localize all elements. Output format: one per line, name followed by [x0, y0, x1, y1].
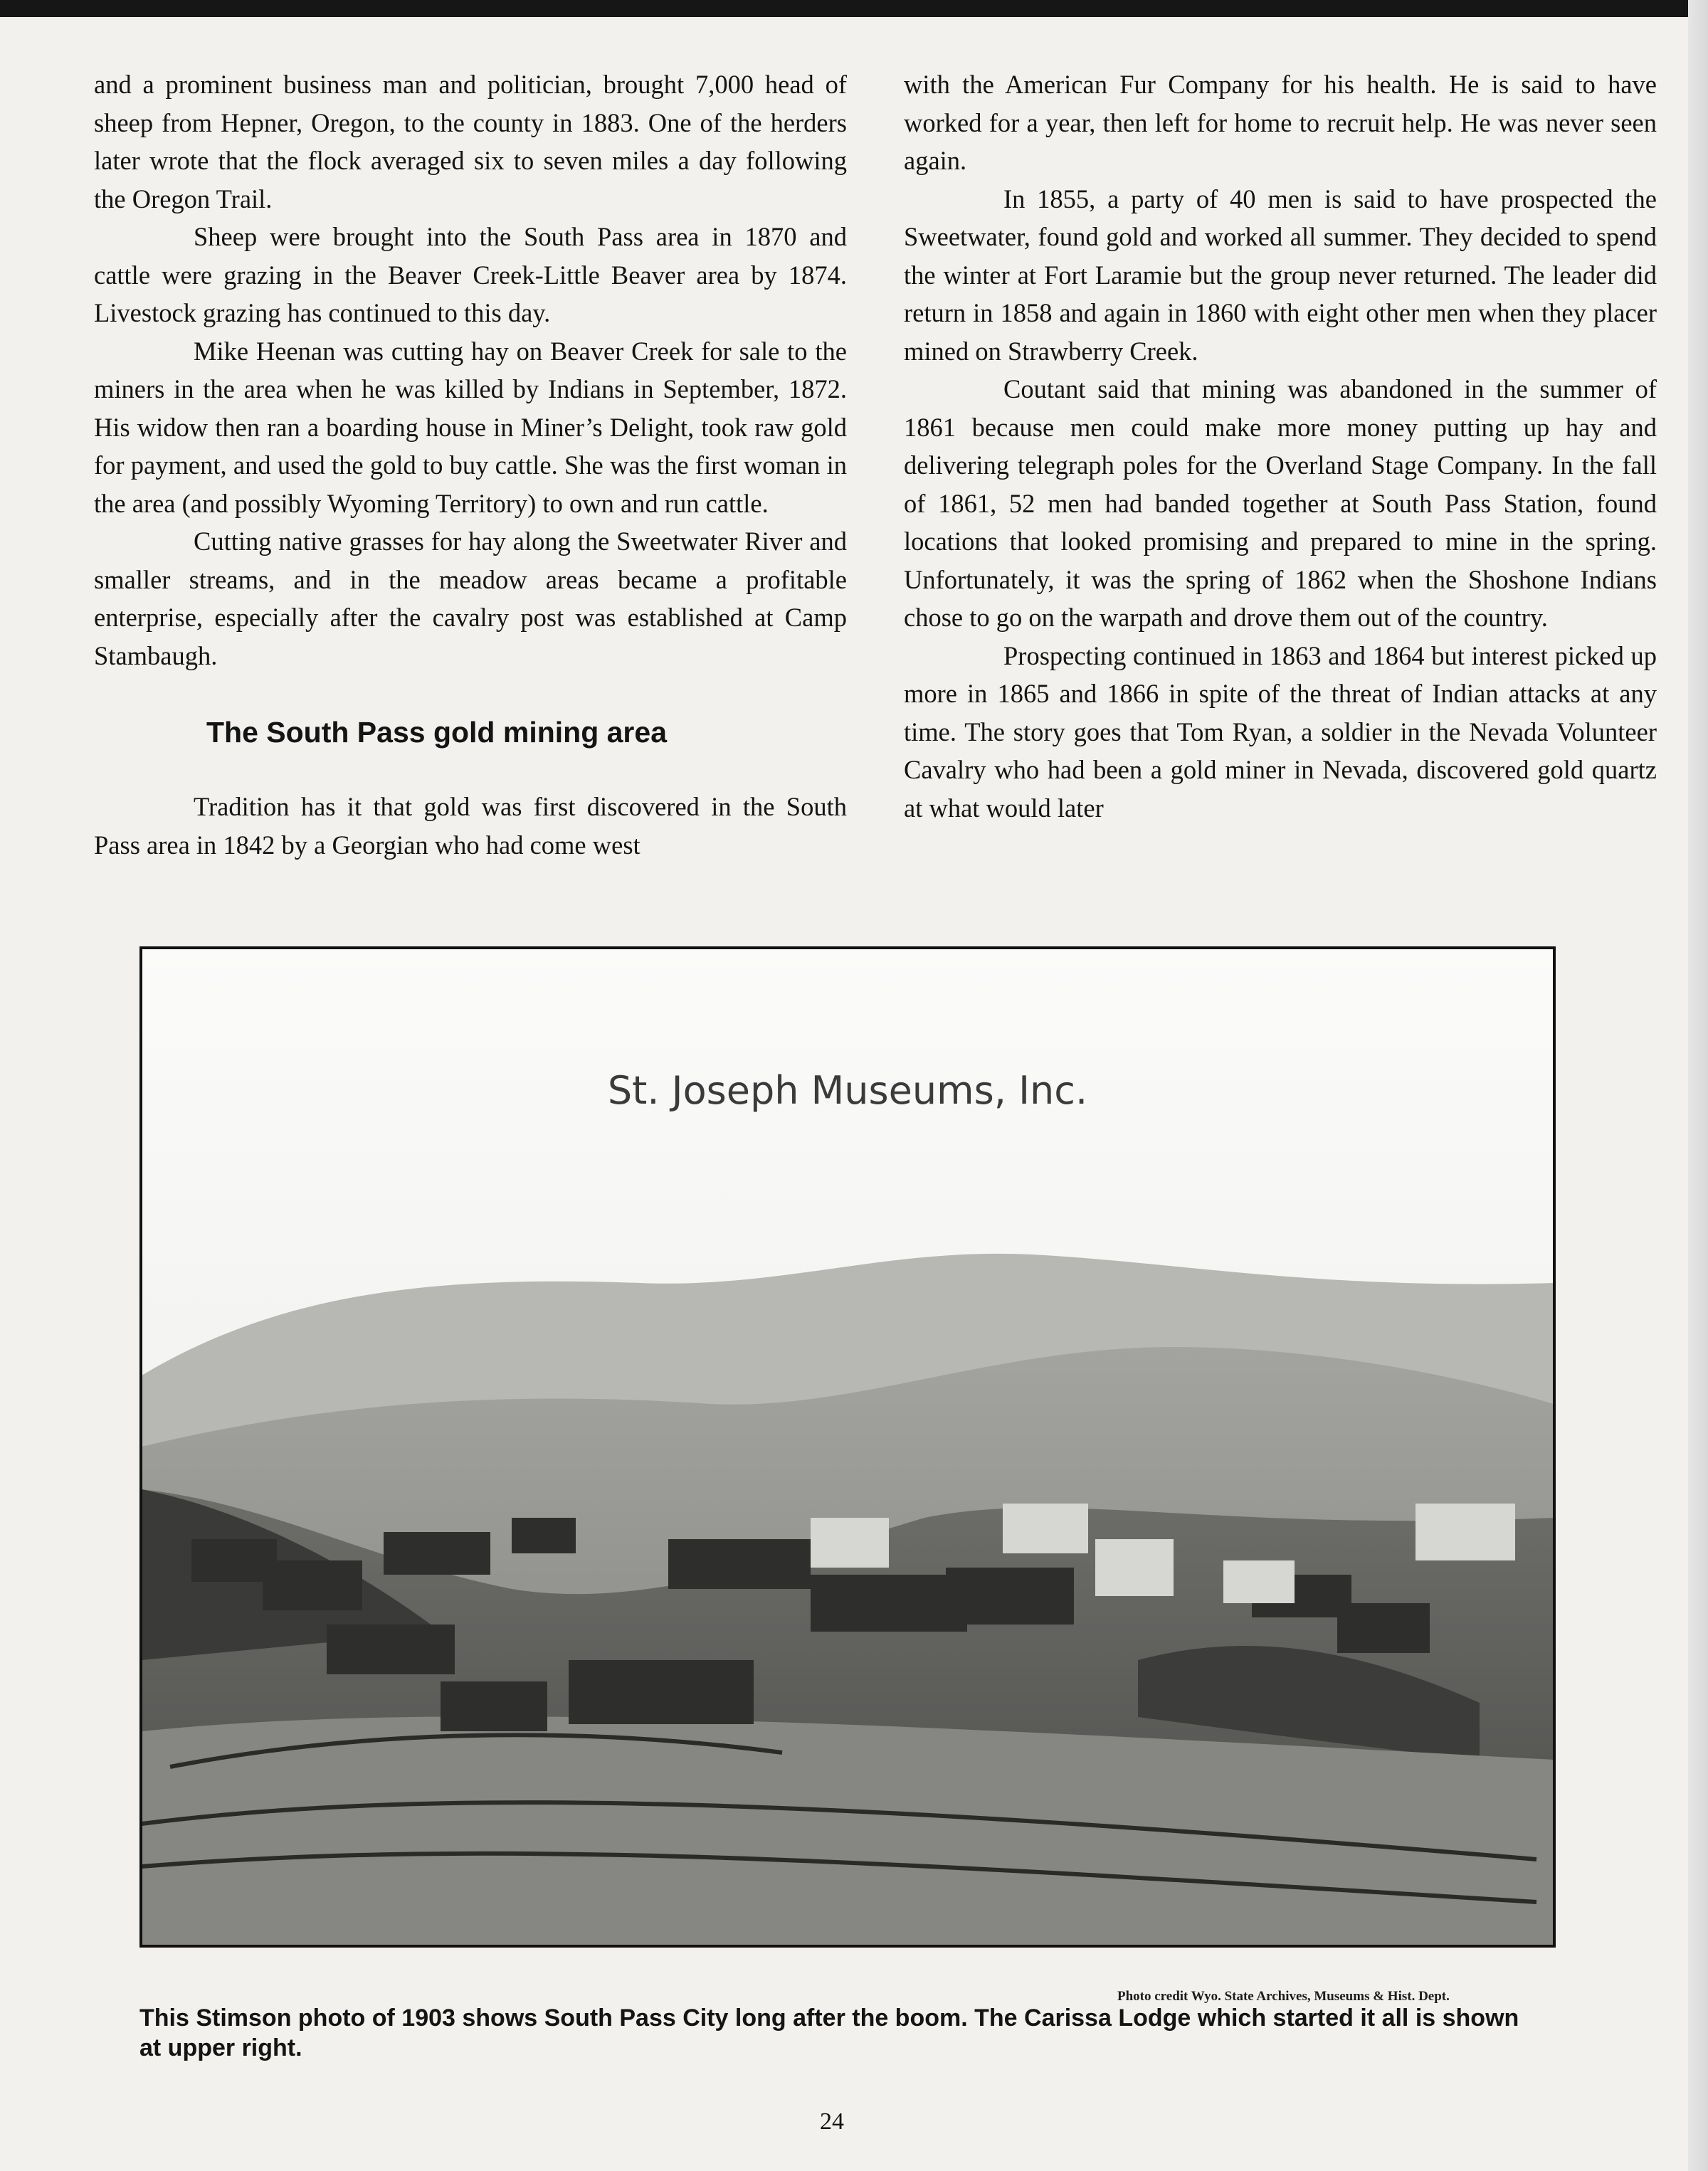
right-paragraph-2: In 1855, a party of 40 men is said to have prospected the Sweetwater, found gold and worked all summer. They decided to spend the winter at Fort Laramie but the group never returned. The leader did return in 1858 and again in 1860 with eight other men when they placer mined on Strawberry Creek. — [904, 184, 1657, 366]
left-paragraph-2: Sheep were brought into the South Pass area in 1870 and cattle were grazing in the Beaver Creek-Little Beaver area by 1874. Livestock grazing has continued to this day. — [94, 222, 847, 327]
photo-caption: This Stimson photo of 1903 shows South Pass City long after the boom. The Carissa Lodge which started it all is shown at upper right. — [139, 2004, 1519, 2061]
scan-top-edge — [0, 0, 1708, 17]
right-paragraph-1: with the American Fur Company for his health. He is said to have worked for a year, then left for home to recruit help. He was never seen again. — [904, 70, 1657, 175]
historic-photo — [139, 946, 1556, 1948]
photo-credit: Photo credit Wyo. State Archives, Museums & Hist. Dept. — [1117, 1989, 1450, 2004]
left-paragraph-5: Tradition has it that gold was first discovered in the South Pass area in 1842 by a Georgian who had come west — [94, 792, 847, 860]
foreground-slope — [142, 1716, 1554, 1945]
left-paragraph-1: and a prominent business man and politician, brought 7,000 head of sheep from Hepner, Oregon, to the county in 1883. One of the herders later wrote that the flock averaged six to seven miles a day following the Oregon Trail. — [94, 70, 847, 213]
right-column — [904, 65, 1657, 827]
right-paragraph-4: Prospecting continued in 1863 and 1864 but interest picked up more in 1865 and 1866 in spite of the threat of Indian attacks at any time. The story goes that Tom Ryan, a soldier in the Nevada Volunteer Cavalry who had been a gold miner in Nevada, discovered gold quartz at what would later — [904, 640, 1657, 823]
watermark: St. Joseph Museums, Inc. — [607, 1068, 1088, 1113]
page-number: 24 — [820, 2108, 844, 2135]
left-column — [94, 65, 847, 864]
left-paragraph-3: Mike Heenan was cutting hay on Beaver Creek for sale to the miners in the area when he was killed by Indians in September, 1872. His widow then ran a boarding house in Miner’s Delight, took raw gold for payment, and used the gold to buy cattle. She was the first woman in the area (and possibly Wyoming Territory) to own and run cattle. — [94, 336, 847, 518]
left-paragraph-4: Cutting native grasses for hay along the Sweetwater River and smaller streams, and in the meadow areas became a profitable enterprise, especially after the cavalry post was established at Camp Stambaugh. — [94, 527, 847, 670]
scan-right-edge — [1688, 0, 1708, 2171]
section-heading: The South Pass gold mining area — [206, 716, 667, 749]
right-paragraph-3: Coutant said that mining was abandoned in the summer of 1861 because men could make more money putting up hay and delivering telegraph poles for the Overland Stage Company. In the fall of 1861, 52 men had banded together at South Pass Station, found locations that looked promising and prepared to mine in the spring. Unfortunately, it was the spring of 1862 when the Shoshone Indians chose to go on the warpath and drove them out of the country. — [904, 374, 1657, 632]
